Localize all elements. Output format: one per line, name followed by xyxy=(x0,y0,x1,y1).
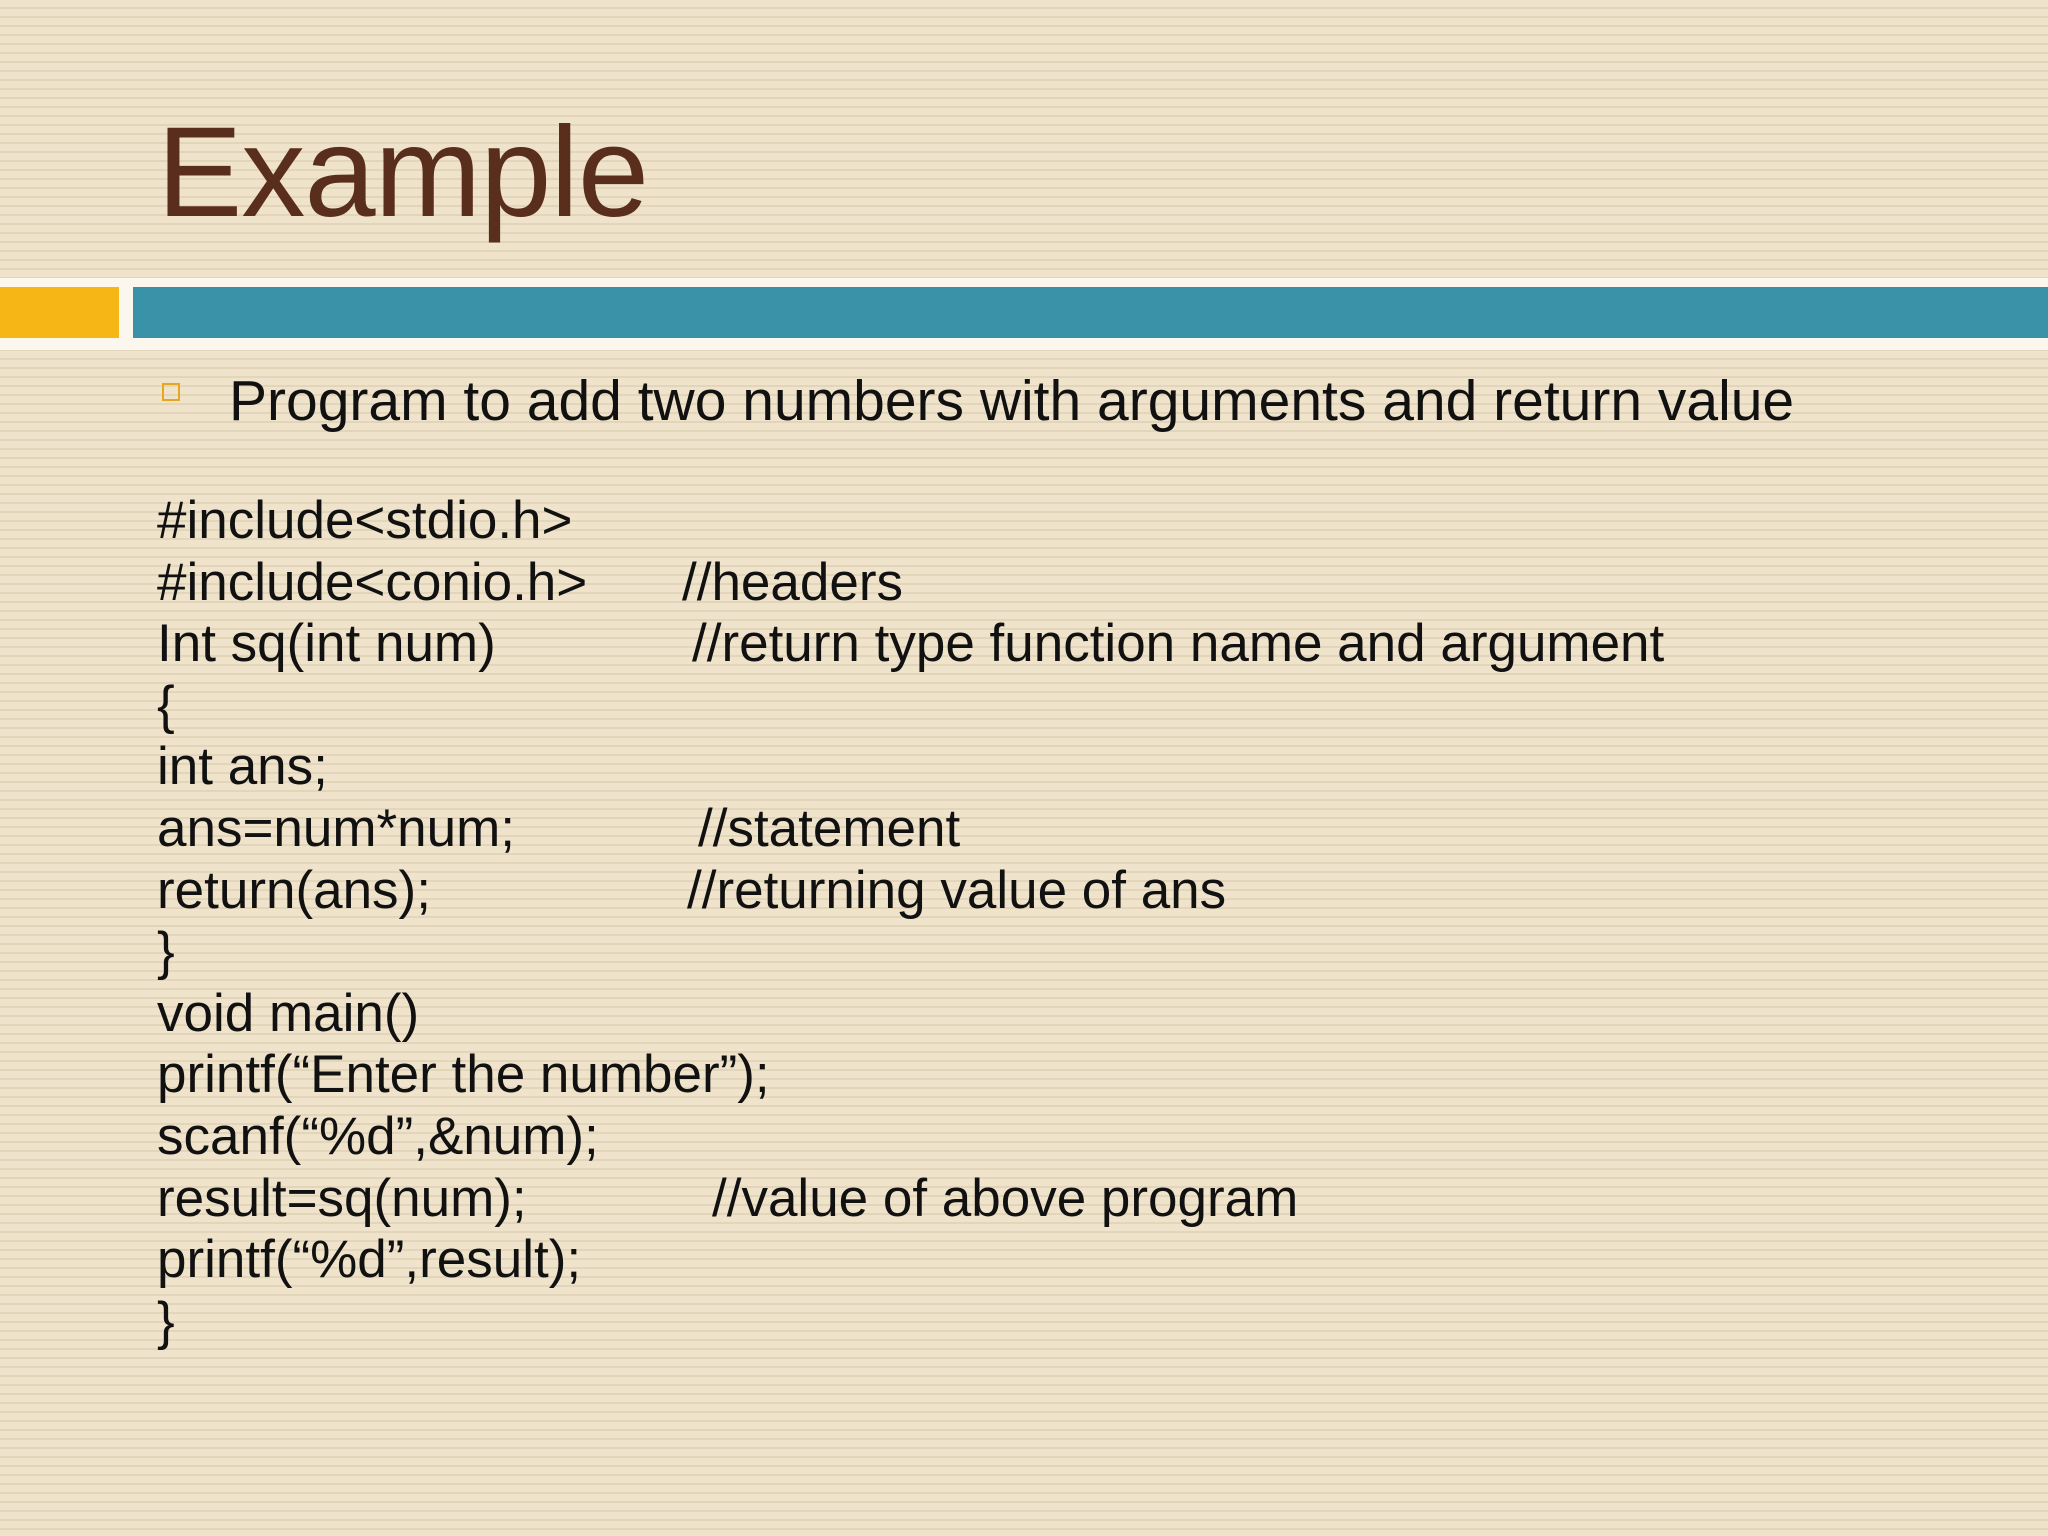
slide-title: Example xyxy=(157,101,648,244)
code-line xyxy=(157,983,420,1045)
divider-accent-block xyxy=(0,287,119,338)
code-line xyxy=(157,675,245,737)
code-text: int ans; xyxy=(157,737,328,797)
code-text: printf(“Enter the number”); xyxy=(157,1045,770,1105)
code-text: ans=num*num; xyxy=(157,798,515,858)
code-text: Int sq(int num) xyxy=(157,614,496,674)
code-text: scanf(“%d”,&num); xyxy=(157,1106,599,1166)
code-line xyxy=(157,1291,245,1353)
code-block xyxy=(157,490,1665,1352)
code-line xyxy=(157,1106,599,1168)
divider-bar xyxy=(133,287,2048,338)
code-line xyxy=(157,1229,582,1291)
bullet-text: Program to add two numbers with arguments and return value xyxy=(229,369,1795,433)
code-comment: //headers xyxy=(682,552,903,612)
code-comment: //returning value of ans xyxy=(687,860,1227,920)
square-bullet-icon xyxy=(162,383,180,401)
code-text: { xyxy=(157,675,175,735)
code-line xyxy=(157,552,903,614)
code-comment: //return type function name and argument xyxy=(692,614,1665,674)
code-line xyxy=(157,860,1227,922)
code-comment: //value of above program xyxy=(712,1168,1299,1228)
code-line xyxy=(157,921,245,983)
code-line xyxy=(157,613,1665,675)
code-line xyxy=(157,1168,1299,1230)
code-text: #include<stdio.h> xyxy=(157,491,573,550)
code-text: printf(“%d”,result); xyxy=(157,1230,582,1290)
code-line xyxy=(157,798,961,860)
code-line xyxy=(157,490,573,552)
code-text: result=sq(num); xyxy=(157,1168,527,1228)
code-text: return(ans); xyxy=(157,860,431,920)
code-text: } xyxy=(157,1291,175,1351)
code-comment: //statement xyxy=(698,798,961,858)
code-text: void main() xyxy=(157,983,420,1043)
code-text: #include<conio.h> xyxy=(157,552,588,612)
code-text: } xyxy=(157,922,175,982)
code-line xyxy=(157,1044,770,1106)
code-line xyxy=(157,736,328,798)
title-divider xyxy=(0,278,2048,350)
